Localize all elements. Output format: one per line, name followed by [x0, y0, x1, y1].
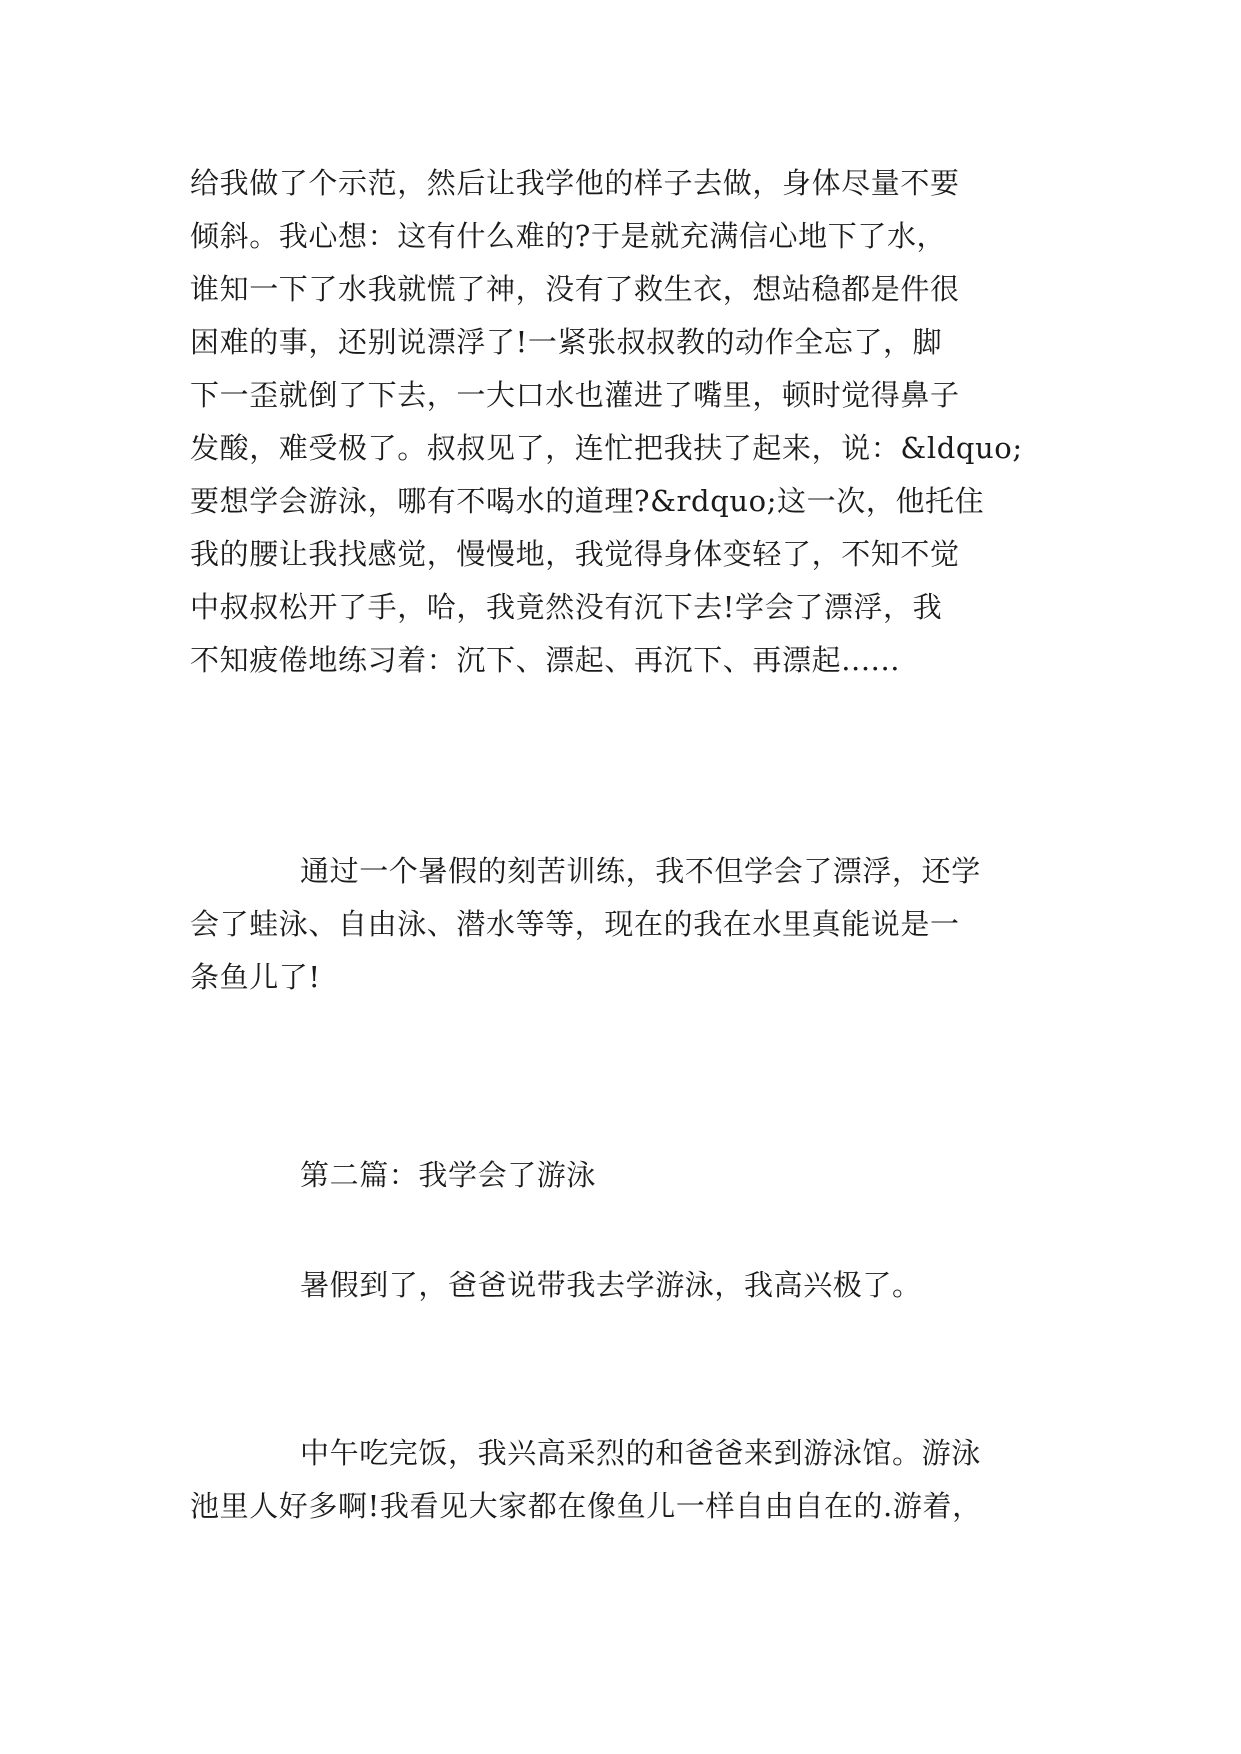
text-line: 会了蛙泳、自由泳、潜水等等，现在的我在水里真能说是一	[190, 907, 960, 941]
text-line: 我的腰让我找感觉，慢慢地，我觉得身体变轻了，不知不觉	[190, 537, 960, 571]
text-line: 中叔叔松开了手，哈，我竟然没有沉下去!学会了漂浮，我	[190, 590, 943, 624]
text-line: 不知疲倦地练习着：沉下、漂起、再沉下、再漂起......	[190, 643, 901, 677]
text-line: 暑假到了，爸爸说带我去学游泳，我高兴极了。	[300, 1268, 922, 1302]
text-line: 下一歪就倒了下去，一大口水也灌进了嘴里，顿时觉得鼻子	[190, 378, 960, 412]
text-line: 通过一个暑假的刻苦训练，我不但学会了漂浮，还学	[300, 854, 981, 888]
text-line: 给我做了个示范，然后让我学他的样子去做，身体尽量不要	[190, 166, 960, 200]
text-line: 困难的事，还别说漂浮了!一紧张叔叔教的动作全忘了，脚	[190, 325, 943, 359]
text-line: 池里人好多啊!我看见大家都在像鱼儿一样自由自在的.游着，	[190, 1489, 982, 1523]
text-line: 要想学会游泳，哪有不喝水的道理?&rdquo;这一次，他托住	[190, 484, 985, 518]
text-line: 倾斜。我心想：这有什么难的?于是就充满信心地下了水，	[190, 219, 947, 253]
text-line: 中午吃完饭，我兴高采烈的和爸爸来到游泳馆。游泳	[300, 1436, 981, 1470]
text-line: 条鱼儿了!	[190, 960, 321, 994]
text-line: 谁知一下了水我就慌了神，没有了救生衣，想站稳都是件很	[190, 272, 960, 306]
text-line: 发酸，难受极了。叔叔见了，连忙把我扶了起来，说：&ldquo;	[190, 431, 1023, 465]
section-title: 第二篇：我学会了游泳	[300, 1158, 597, 1192]
